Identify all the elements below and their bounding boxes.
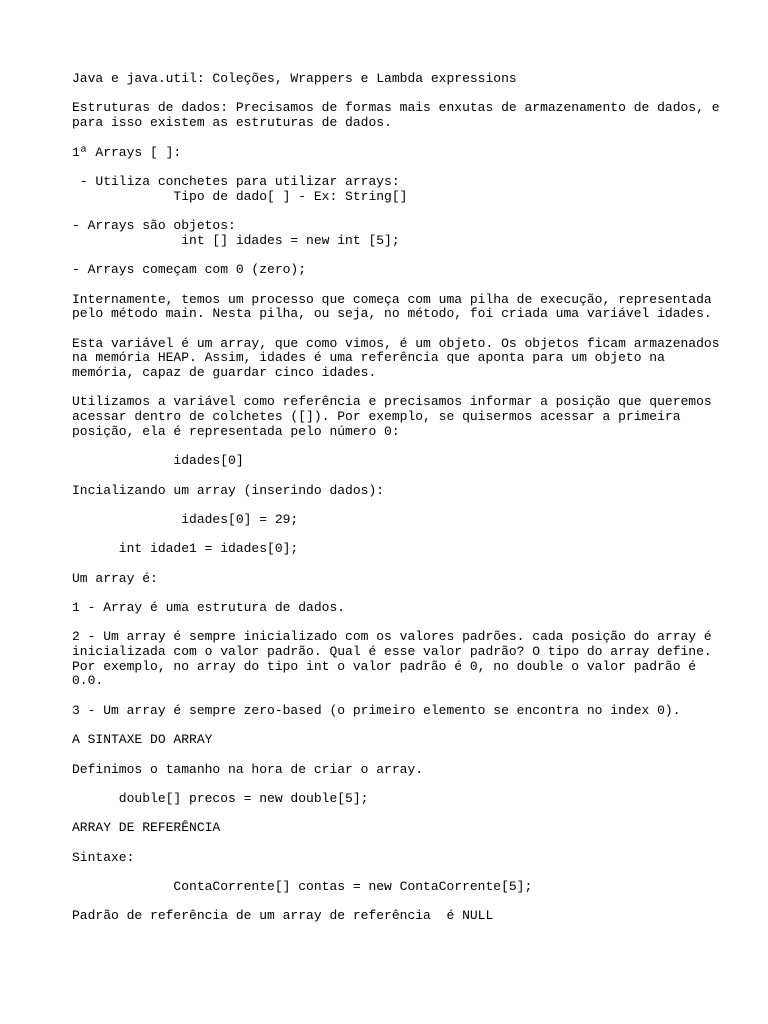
section-heading: ARRAY DE REFERÊNCIA: [72, 820, 221, 835]
text-line: posição, ela é representada pelo número 0:: [72, 424, 400, 439]
text-line: Esta variável é um array, que como vimos, é um objeto. Os objetos ficam armazenados: [72, 336, 720, 351]
text-line: Por exemplo, no array do tipo int o valor padrão é 0, no double o valor padrão é: [72, 659, 697, 674]
list-item: 2 - Um array é sempre inicializado com os valores padrões. cada posição do array é: [72, 629, 712, 644]
text-line: Definimos o tamanho na hora de criar o array.: [72, 762, 424, 777]
document-title: Java e java.util: Coleções, Wrappers e Lambda expressions: [72, 71, 517, 86]
code-line: idades[0]: [72, 453, 244, 468]
code-line: Tipo de dado[ ] - Ex: String[]: [72, 189, 408, 204]
text-line: Incializando um array (inserindo dados):: [72, 483, 385, 498]
list-item: 1 - Array é uma estrutura de dados.: [72, 600, 346, 615]
code-line: ContaCorrente[] contas = new ContaCorrente[5];: [72, 879, 533, 894]
code-line: double[] precos = new double[5];: [72, 791, 369, 806]
section-heading: 1ª Arrays [ ]:: [72, 145, 182, 160]
text-line: na memória HEAP. Assim, idades é uma referência que aponta para um objeto na: [72, 350, 665, 365]
text-line: pelo método main. Nesta pilha, ou seja, no método, foi criada uma variável idades.: [72, 306, 712, 321]
list-item: 3 - Um array é sempre zero-based (o primeiro elemento se encontra no index 0).: [72, 703, 681, 718]
text-line: Padrão de referência de um array de referência é NULL: [72, 908, 494, 923]
code-line: idades[0] = 29;: [72, 512, 299, 527]
text-line: Estruturas de dados: Precisamos de formas mais enxutas de armazenamento de dados, e: [72, 100, 720, 115]
text-line: Um array é:: [72, 571, 158, 586]
code-line: int [] idades = new int [5];: [72, 233, 400, 248]
list-item: - Arrays são objetos:: [72, 218, 236, 233]
text-line: inicializada com o valor padrão. Qual é esse valor padrão? O tipo do array define.: [72, 644, 712, 659]
text-line: acessar dentro de colchetes ([]). Por exemplo, se quisermos acessar a primeira: [72, 409, 681, 424]
list-item: - Arrays começam com 0 (zero);: [72, 262, 307, 277]
text-line: Utilizamos a variável como referência e precisamos informar a posição que queremos: [72, 394, 712, 409]
list-item: - Utiliza conchetes para utilizar arrays:: [72, 174, 400, 189]
text-line: 0.0.: [72, 673, 104, 688]
text-line: Sintaxe:: [72, 850, 135, 865]
section-heading: A SINTAXE DO ARRAY: [72, 732, 213, 747]
text-line: para isso existem as estruturas de dados.: [72, 115, 392, 130]
text-line: memória, capaz de guardar cinco idades.: [72, 365, 377, 380]
code-line: int idade1 = idades[0];: [72, 541, 299, 556]
text-line: Internamente, temos um processo que começa com uma pilha de execução, representada: [72, 292, 712, 307]
